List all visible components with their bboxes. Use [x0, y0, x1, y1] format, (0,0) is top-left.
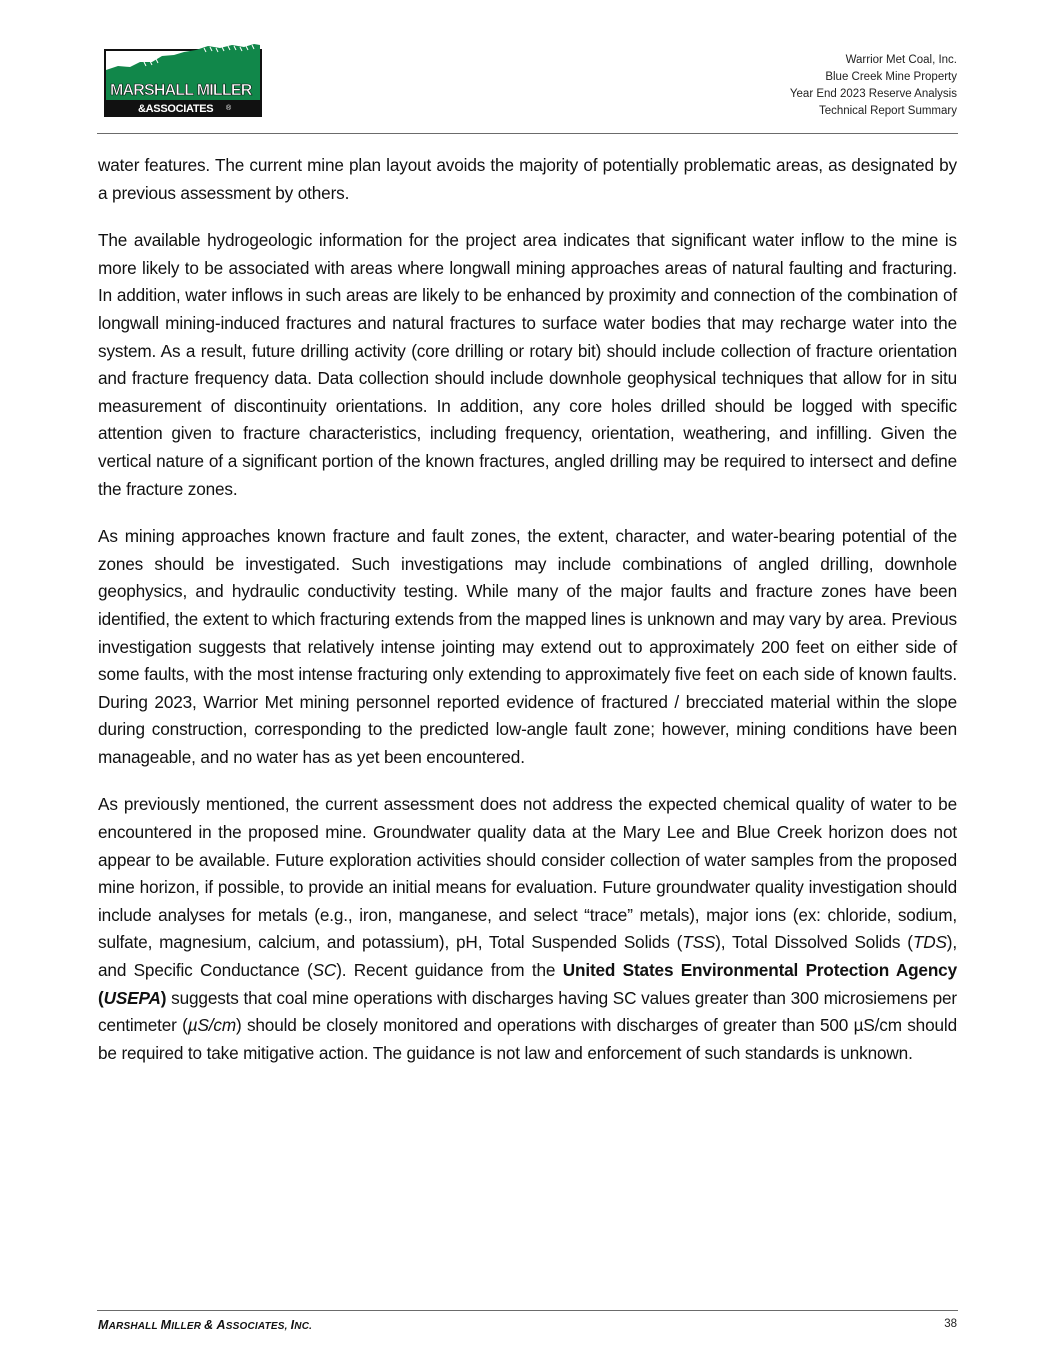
text-run: ) [160, 987, 167, 1008]
page-body [98, 152, 957, 1087]
text-run: ) should be closely monitored and operations with discharges of greater than 500 µS/cm should be required to take mitigative action. The guidance is not law and enforcement of such standards is unknown. [98, 1015, 957, 1063]
logo-line1: MARSHALL MILLER [110, 82, 252, 99]
header-property: Blue Creek Mine Property [825, 71, 957, 83]
footer-divider [97, 1310, 958, 1311]
footer-company-part: A [216, 1318, 226, 1332]
footer-company-part: ILLER [171, 1321, 205, 1332]
footer-company-part: I [290, 1318, 295, 1332]
logo-line2: &ASSOCIATES [138, 103, 214, 115]
header-divider [97, 133, 958, 134]
text-run: ). Recent guidance from the [336, 960, 563, 981]
text-run: United States Environmental Protection Agency ( [98, 960, 958, 1008]
footer-company-part: M [160, 1318, 172, 1332]
paragraph: As mining approaches known fracture and fault zones, the extent, character, and water-bearing potential of the zones should be investigated. Such investigations may include combinations of angled drilling, downhole geophysics, and hydraulic conductivity testing. While many of the major faults and fracture zones have been identified, the extent to which fracturing extends from the mapped lines is unknown and may vary by area. Previous investigation suggests that relatively intense jointing may extend out to approximately 200 feet on either side of some faults, with the most intense fracturing only extending to approximately five feet on each side of known faults. During 2023, Warrior Met mining personnel reported evidence of fractured / brecciated material within the slope during construction, corresponding to the predicted low-angle fault zone; however, mining conditions have been manageable, and no water has as yet been encountered. [98, 526, 957, 767]
text-run: suggests that coal mine operations with discharges having SC values greater than 300 microsiemens per centimeter ( [98, 987, 957, 1036]
marshall-miller-logo-icon [104, 42, 262, 118]
footer-company-part: NC. [294, 1321, 313, 1332]
page-number: 38 [944, 1318, 957, 1330]
logo-registered: ® [226, 105, 232, 112]
footer-company-part: SSOCIATES, [225, 1321, 291, 1332]
text-run: TDS [912, 932, 947, 953]
footer-company-name [98, 1318, 312, 1332]
footer-company-part: M [98, 1318, 109, 1332]
paragraph: water features. The current mine plan layout avoids the majority of potentially problematic areas, as designated by a previous assessment by others. [98, 155, 957, 203]
report-header-info [790, 52, 957, 120]
text-run: ), and Specific Conductance ( [98, 932, 957, 981]
paragraph-water-quality [98, 791, 957, 1067]
footer-company-part: & [204, 1318, 217, 1332]
text-run: TSS [682, 932, 716, 953]
text-run: USEPA [103, 987, 161, 1008]
company-logo [104, 42, 262, 118]
text-run: As previously mentioned, the current assessment does not address the expected chemical quality of water to be encountered in the proposed mine. Groundwater quality data at the Mary Lee and Blue Creek horizon does not appear to be available. Future exploration activities should consider collection of water samples from the proposed mine horizon, if possible, to provide an initial means for evaluation. Future groundwater quality investigation should include analyses for metals (e.g., iron, manganese, and select “trace” metals), major ions (ex: chloride, sodium, sulfate, magnesium, calcium, and potassium), pH, Total Suspended Solids ( [98, 794, 957, 953]
footer-company-part: ARSHALL [108, 1321, 161, 1332]
text-run: SC [312, 960, 337, 981]
paragraph: The available hydrogeologic information for the project area indicates that significant water inflow to the mine is more likely to be associated with areas where longwall mining approaches areas of natural faulting and fracturing. In addition, water inflows in such areas are likely to be enhanced by proximity and connection of the combination of longwall mining-induced fractures and natural fractures to surface water bodies that may recharge water into the system. As a result, future drilling activity (core drilling or rotary bit) should include collection of fracture orientation and fracture frequency data. Data collection should include downhole geophysical techniques that allow for in situ measurement of discontinuity orientations. In addition, any core holes drilled should be logged with specific attention given to fracture characteristics, including frequency, orientation, weathering, and infilling. Given the vertical nature of a significant portion of the known fractures, angled drilling may be required to intersect and define the fracture zones. [98, 230, 957, 499]
header-analysis: Year End 2023 Reserve Analysis [789, 88, 957, 100]
text-run: µS/cm [187, 1015, 236, 1036]
text-run: ), Total Dissolved Solids ( [715, 932, 913, 953]
header-report-type: Technical Report Summary [818, 105, 957, 117]
header-company: Warrior Met Coal, Inc. [845, 54, 957, 66]
